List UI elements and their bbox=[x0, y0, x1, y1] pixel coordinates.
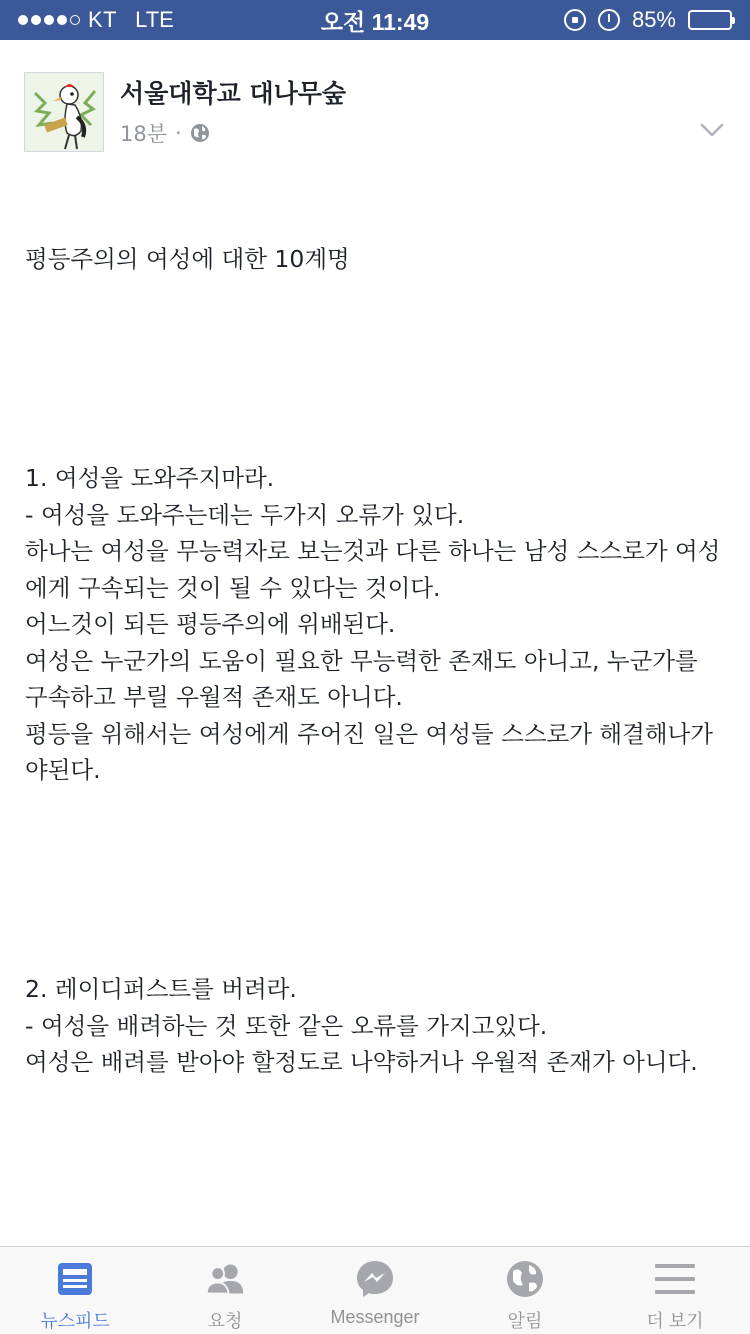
status-bar bbox=[0, 0, 750, 40]
tab-notifications[interactable] bbox=[450, 1247, 600, 1334]
post-timestamp[interactable]: 18분 bbox=[120, 122, 168, 146]
tab-more[interactable] bbox=[600, 1247, 750, 1334]
battery-icon bbox=[688, 10, 732, 30]
friend-requests-icon bbox=[205, 1259, 245, 1299]
tab-messenger[interactable] bbox=[300, 1247, 450, 1334]
post-header bbox=[0, 40, 750, 160]
messenger-icon bbox=[355, 1259, 395, 1299]
globe-icon bbox=[190, 123, 210, 143]
tab-label: 뉴스피드 bbox=[40, 1311, 110, 1331]
meta-separator: · bbox=[175, 121, 182, 145]
tab-label: 더 보기 bbox=[646, 1311, 704, 1331]
page-avatar[interactable] bbox=[24, 72, 104, 152]
tab-label: Messenger bbox=[330, 1307, 420, 1327]
page-name[interactable]: 서울대학교 대나무숲 bbox=[120, 79, 347, 108]
notifications-globe-icon bbox=[505, 1259, 545, 1299]
menu-icon bbox=[655, 1259, 695, 1299]
post-meta bbox=[120, 118, 210, 148]
tab-label: 알림 bbox=[507, 1311, 543, 1331]
post-paragraph: 평등주의의 여성에 대한 10계명 bbox=[25, 245, 350, 273]
tab-label: 요청 bbox=[207, 1311, 243, 1331]
alarm-icon bbox=[598, 9, 620, 31]
network-type: LTE bbox=[135, 7, 174, 32]
carrier-name: KT bbox=[88, 7, 118, 32]
post-text bbox=[25, 168, 725, 1246]
tab-requests[interactable] bbox=[150, 1247, 300, 1334]
battery-percent: 85% bbox=[631, 7, 676, 32]
rotation-lock-icon bbox=[564, 9, 586, 31]
feed-post bbox=[0, 40, 750, 1246]
status-time: 오전 11:49 bbox=[320, 8, 430, 35]
news-feed-icon bbox=[55, 1259, 95, 1299]
crane-logo-icon bbox=[25, 73, 104, 152]
bottom-tab-bar bbox=[0, 1246, 750, 1334]
tab-news-feed[interactable] bbox=[0, 1247, 150, 1334]
signal-strength-icon bbox=[18, 15, 80, 25]
chevron-down-icon[interactable] bbox=[700, 118, 724, 142]
post-paragraph: 2. 레이디퍼스트를 버려라. - 여성을 배려하는 것 또한 같은 오류를 가지고있다. 여성은 배려를 받아야 할정도로 나약하거나 우월적 존재가 아니다. bbox=[25, 975, 698, 1076]
post-paragraph: 1. 여성을 도와주지마라. - 여성을 도와주는데는 두가지 오류가 있다. 하나는 여성을 무능력자로 보는것과 다른 하나는 남성 스스로가 여성에게 구속되는 것이 될 수 있다는 것이다. 어느것이 되든 평등주의에 위배된다. 여성은 누군가의 도움이 필요한 무능력한 존재도 아니고, 누군가를 구속하고 부릴 우월적 존재도 아니다. 평등을 위해서는 여성에게 주어진 일은 여성들 스스로가 해결해나가야된다. bbox=[25, 464, 721, 784]
